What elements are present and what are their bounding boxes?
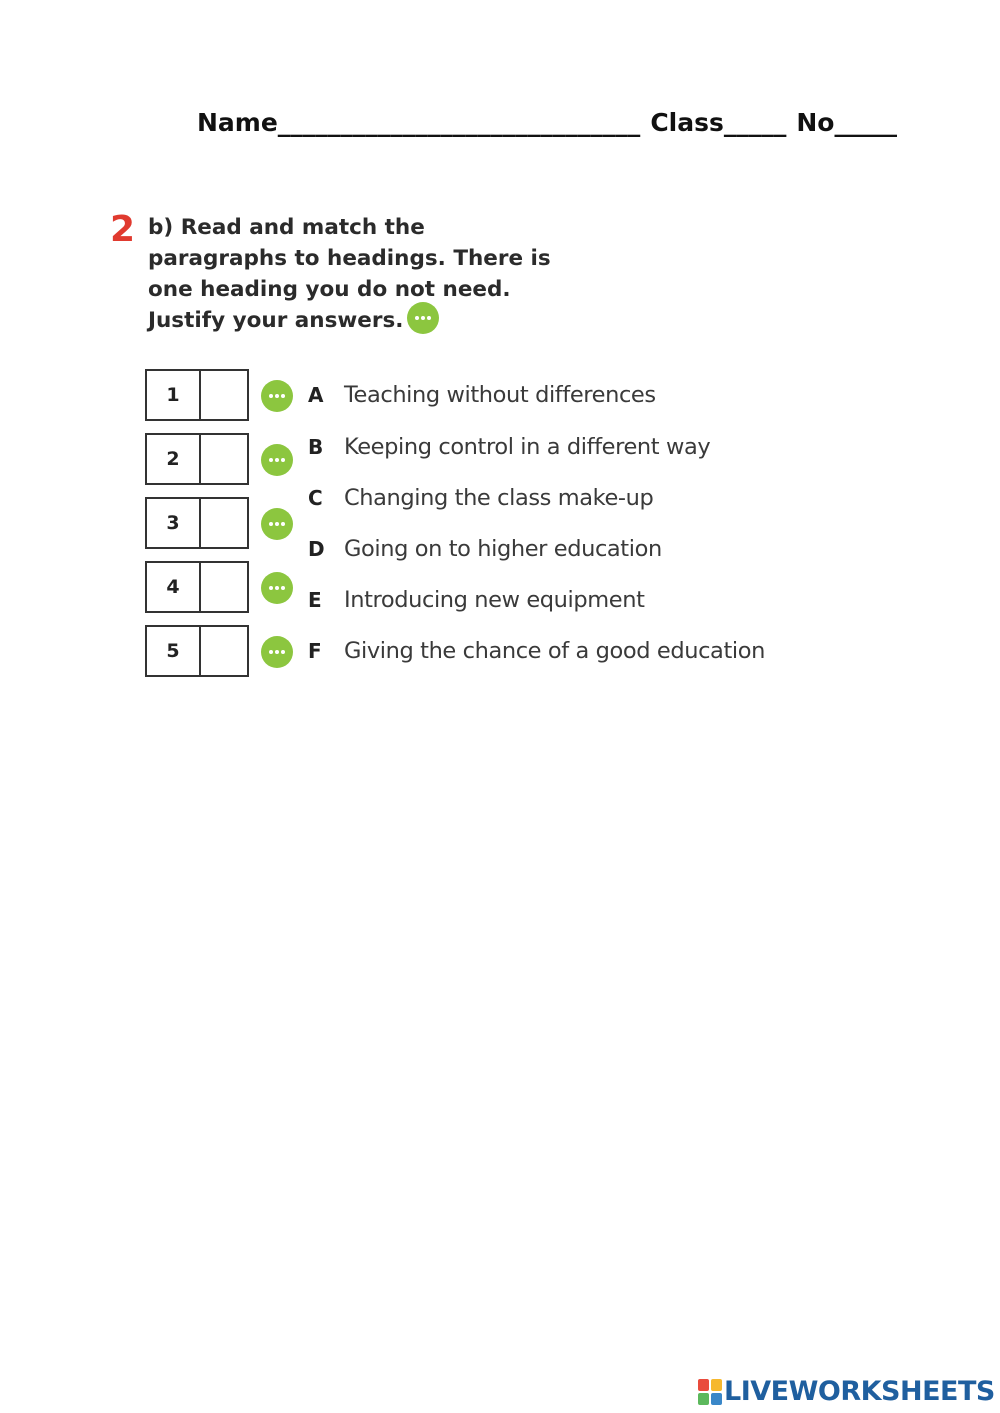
instruction-line: Justify your answers. [148, 305, 568, 336]
heading-text: Keeping control in a different way [344, 434, 711, 460]
heading-text: Giving the chance of a good education [344, 638, 765, 664]
speech-dots-icon [261, 508, 293, 540]
paragraph-number: 2 [147, 435, 201, 483]
speech-dots-icon [261, 572, 293, 604]
heading-letter: D [308, 537, 325, 561]
paragraph-number: 5 [147, 627, 201, 675]
instruction-line: paragraphs to headings. There is [148, 246, 551, 271]
answer-input-5[interactable] [201, 627, 247, 675]
answer-row-2 [145, 433, 249, 485]
exercise-instructions [148, 212, 568, 336]
exercise-number: 2 [110, 209, 136, 250]
heading-letter: E [308, 588, 322, 612]
heading-letter: C [308, 486, 323, 510]
paragraph-number: 1 [147, 371, 201, 419]
instruction-line: one heading you do not need. [148, 277, 511, 302]
instruction-line: b) Read and match the [148, 215, 425, 240]
brand-text: LIVEWORKSHEETS [724, 1376, 995, 1407]
heading-letter: F [308, 639, 322, 663]
heading-option-b [308, 430, 710, 464]
speech-dots-icon [261, 380, 293, 412]
heading-text: Going on to higher education [344, 536, 662, 562]
heading-option-e [308, 583, 645, 617]
heading-option-d [308, 532, 662, 566]
answer-row-5 [145, 625, 249, 677]
heading-option-f [308, 634, 765, 668]
logo-square [698, 1379, 709, 1391]
heading-text: Changing the class make-up [344, 485, 654, 511]
answer-input-4[interactable] [201, 563, 247, 611]
heading-option-c [308, 481, 653, 515]
liveworksheets-logo-icon [698, 1379, 722, 1405]
answer-row-3 [145, 497, 249, 549]
logo-square [711, 1393, 722, 1405]
speech-dots-icon [261, 444, 293, 476]
logo-square [698, 1393, 709, 1405]
answer-row-1 [145, 369, 249, 421]
class-field-label[interactable]: Class_____ [650, 108, 787, 137]
paragraph-number: 3 [147, 499, 201, 547]
student-info-header [197, 108, 897, 137]
answer-input-1[interactable] [201, 371, 247, 419]
answer-input-2[interactable] [201, 435, 247, 483]
speech-dots-icon [261, 636, 293, 668]
heading-option-a [308, 378, 656, 412]
paragraph-number: 4 [147, 563, 201, 611]
name-field-label[interactable]: Name_____________________________ [197, 108, 641, 137]
liveworksheets-brand [698, 1376, 995, 1407]
heading-letter: B [308, 435, 324, 459]
speech-dots-icon [407, 302, 439, 334]
answer-row-4 [145, 561, 249, 613]
heading-letter: A [308, 383, 324, 407]
answer-input-3[interactable] [201, 499, 247, 547]
heading-text: Introducing new equipment [344, 587, 645, 613]
heading-text: Teaching without differences [344, 382, 656, 408]
logo-square [711, 1379, 722, 1391]
number-field-label[interactable]: No_____ [796, 108, 897, 137]
